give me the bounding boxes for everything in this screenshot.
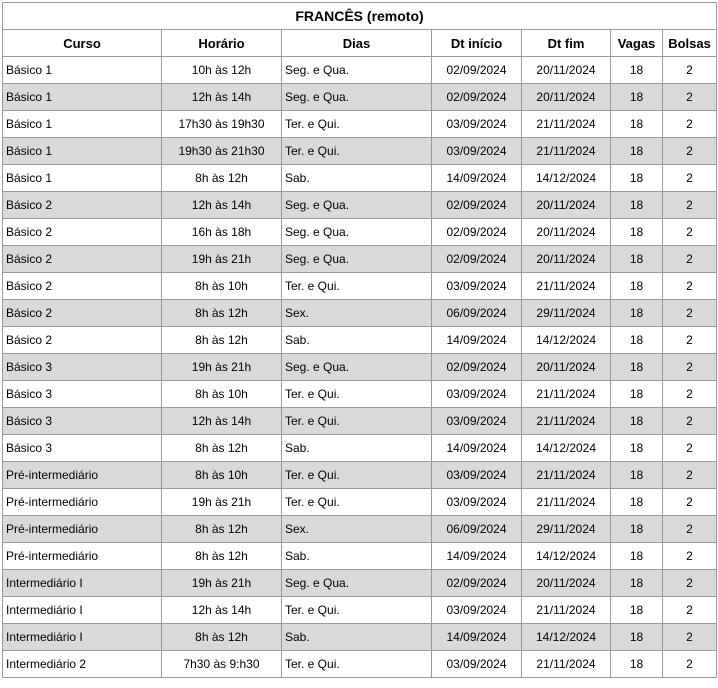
bolsas-cell: 2 [663, 597, 717, 624]
curso-cell: Básico 1 [3, 84, 162, 111]
dt-fim-cell: 21/11/2024 [522, 138, 611, 165]
vagas-cell: 18 [611, 219, 663, 246]
horario-cell: 8h às 12h [162, 435, 282, 462]
bolsas-cell: 2 [663, 354, 717, 381]
curso-cell: Básico 3 [3, 408, 162, 435]
dias-cell: Seg. e Qua. [282, 219, 432, 246]
bolsas-cell: 2 [663, 570, 717, 597]
dt-inicio-cell: 14/09/2024 [432, 165, 522, 192]
curso-cell: Básico 1 [3, 138, 162, 165]
title-row [3, 3, 717, 30]
dt-fim-cell: 21/11/2024 [522, 111, 611, 138]
vagas-cell: 18 [611, 300, 663, 327]
dt-fim-cell: 20/11/2024 [522, 246, 611, 273]
horario-cell: 8h às 10h [162, 381, 282, 408]
table-row [3, 651, 717, 678]
vagas-cell: 18 [611, 327, 663, 354]
vagas-cell: 18 [611, 111, 663, 138]
header-vagas: Vagas [611, 30, 663, 57]
horario-cell: 8h às 12h [162, 300, 282, 327]
curso-cell: Intermediário 2 [3, 651, 162, 678]
header-curso: Curso [3, 30, 162, 57]
dt-fim-cell: 21/11/2024 [522, 381, 611, 408]
dt-fim-cell: 14/12/2024 [522, 435, 611, 462]
vagas-cell: 18 [611, 408, 663, 435]
dt-inicio-cell: 14/09/2024 [432, 624, 522, 651]
dias-cell: Sab. [282, 435, 432, 462]
dt-fim-cell: 14/12/2024 [522, 624, 611, 651]
dias-cell: Ter. e Qui. [282, 597, 432, 624]
horario-cell: 19h às 21h [162, 489, 282, 516]
curso-cell: Intermediário I [3, 597, 162, 624]
horario-cell: 8h às 10h [162, 462, 282, 489]
vagas-cell: 18 [611, 138, 663, 165]
dt-inicio-cell: 03/09/2024 [432, 111, 522, 138]
bolsas-cell: 2 [663, 651, 717, 678]
table-row [3, 300, 717, 327]
dias-cell: Seg. e Qua. [282, 570, 432, 597]
schedule-table [2, 2, 717, 678]
dt-fim-cell: 21/11/2024 [522, 597, 611, 624]
dt-inicio-cell: 14/09/2024 [432, 327, 522, 354]
dt-fim-cell: 21/11/2024 [522, 651, 611, 678]
dias-cell: Ter. e Qui. [282, 138, 432, 165]
dt-fim-cell: 14/12/2024 [522, 327, 611, 354]
dias-cell: Ter. e Qui. [282, 651, 432, 678]
curso-cell: Básico 3 [3, 354, 162, 381]
vagas-cell: 18 [611, 192, 663, 219]
horario-cell: 19h às 21h [162, 354, 282, 381]
dias-cell: Ter. e Qui. [282, 111, 432, 138]
vagas-cell: 18 [611, 489, 663, 516]
dt-fim-cell: 20/11/2024 [522, 192, 611, 219]
dt-fim-cell: 20/11/2024 [522, 219, 611, 246]
vagas-cell: 18 [611, 57, 663, 84]
horario-cell: 8h às 12h [162, 165, 282, 192]
dt-inicio-cell: 02/09/2024 [432, 57, 522, 84]
table-title: FRANCÊS (remoto) [3, 3, 717, 30]
dias-cell: Sab. [282, 543, 432, 570]
dt-fim-cell: 21/11/2024 [522, 273, 611, 300]
table-row [3, 138, 717, 165]
bolsas-cell: 2 [663, 192, 717, 219]
bolsas-cell: 2 [663, 543, 717, 570]
dias-cell: Sab. [282, 165, 432, 192]
header-horario: Horário [162, 30, 282, 57]
dias-cell: Ter. e Qui. [282, 273, 432, 300]
table-row [3, 408, 717, 435]
dt-fim-cell: 20/11/2024 [522, 84, 611, 111]
horario-cell: 19h às 21h [162, 570, 282, 597]
dt-fim-cell: 14/12/2024 [522, 543, 611, 570]
vagas-cell: 18 [611, 570, 663, 597]
dias-cell: Seg. e Qua. [282, 57, 432, 84]
vagas-cell: 18 [611, 516, 663, 543]
dt-inicio-cell: 03/09/2024 [432, 489, 522, 516]
dt-inicio-cell: 03/09/2024 [432, 597, 522, 624]
dias-cell: Ter. e Qui. [282, 408, 432, 435]
horario-cell: 12h às 14h [162, 408, 282, 435]
vagas-cell: 18 [611, 543, 663, 570]
table-row [3, 624, 717, 651]
curso-cell: Básico 2 [3, 246, 162, 273]
bolsas-cell: 2 [663, 84, 717, 111]
table-row [3, 273, 717, 300]
dt-fim-cell: 29/11/2024 [522, 300, 611, 327]
curso-cell: Básico 3 [3, 435, 162, 462]
curso-cell: Básico 1 [3, 165, 162, 192]
horario-cell: 12h às 14h [162, 597, 282, 624]
table-row [3, 462, 717, 489]
horario-cell: 19h30 às 21h30 [162, 138, 282, 165]
bolsas-cell: 2 [663, 462, 717, 489]
dias-cell: Sab. [282, 624, 432, 651]
table-row [3, 597, 717, 624]
table-row [3, 435, 717, 462]
curso-cell: Pré-intermediário [3, 516, 162, 543]
horario-cell: 8h às 12h [162, 327, 282, 354]
horario-cell: 8h às 10h [162, 273, 282, 300]
curso-cell: Básico 2 [3, 192, 162, 219]
table-row [3, 165, 717, 192]
vagas-cell: 18 [611, 354, 663, 381]
vagas-cell: 18 [611, 381, 663, 408]
horario-cell: 8h às 12h [162, 516, 282, 543]
table-row [3, 192, 717, 219]
dias-cell: Ter. e Qui. [282, 462, 432, 489]
bolsas-cell: 2 [663, 624, 717, 651]
dt-inicio-cell: 02/09/2024 [432, 570, 522, 597]
bolsas-cell: 2 [663, 111, 717, 138]
table-row [3, 354, 717, 381]
horario-cell: 12h às 14h [162, 84, 282, 111]
dt-inicio-cell: 02/09/2024 [432, 354, 522, 381]
dt-inicio-cell: 06/09/2024 [432, 516, 522, 543]
bolsas-cell: 2 [663, 57, 717, 84]
table-row [3, 570, 717, 597]
dias-cell: Ter. e Qui. [282, 489, 432, 516]
bolsas-cell: 2 [663, 246, 717, 273]
dt-fim-cell: 20/11/2024 [522, 57, 611, 84]
horario-cell: 17h30 às 19h30 [162, 111, 282, 138]
horario-cell: 16h às 18h [162, 219, 282, 246]
table-row [3, 516, 717, 543]
vagas-cell: 18 [611, 246, 663, 273]
dt-fim-cell: 14/12/2024 [522, 165, 611, 192]
bolsas-cell: 2 [663, 165, 717, 192]
header-dt-fim: Dt fim [522, 30, 611, 57]
header-bolsas: Bolsas [663, 30, 717, 57]
table-row [3, 57, 717, 84]
vagas-cell: 18 [611, 597, 663, 624]
dias-cell: Seg. e Qua. [282, 84, 432, 111]
dt-fim-cell: 21/11/2024 [522, 462, 611, 489]
curso-cell: Básico 1 [3, 111, 162, 138]
dt-fim-cell: 20/11/2024 [522, 354, 611, 381]
dt-fim-cell: 29/11/2024 [522, 516, 611, 543]
bolsas-cell: 2 [663, 408, 717, 435]
horario-cell: 8h às 12h [162, 543, 282, 570]
table-row [3, 381, 717, 408]
vagas-cell: 18 [611, 435, 663, 462]
dt-fim-cell: 21/11/2024 [522, 408, 611, 435]
curso-cell: Básico 2 [3, 273, 162, 300]
table-row [3, 489, 717, 516]
curso-cell: Pré-intermediário [3, 543, 162, 570]
curso-cell: Intermediário I [3, 624, 162, 651]
bolsas-cell: 2 [663, 327, 717, 354]
curso-cell: Básico 2 [3, 300, 162, 327]
vagas-cell: 18 [611, 624, 663, 651]
curso-cell: Básico 3 [3, 381, 162, 408]
dt-inicio-cell: 03/09/2024 [432, 408, 522, 435]
horario-cell: 19h às 21h [162, 246, 282, 273]
dias-cell: Seg. e Qua. [282, 354, 432, 381]
dt-inicio-cell: 14/09/2024 [432, 435, 522, 462]
curso-cell: Básico 2 [3, 327, 162, 354]
bolsas-cell: 2 [663, 381, 717, 408]
dt-inicio-cell: 02/09/2024 [432, 219, 522, 246]
bolsas-cell: 2 [663, 489, 717, 516]
table-row [3, 111, 717, 138]
vagas-cell: 18 [611, 651, 663, 678]
curso-cell: Básico 2 [3, 219, 162, 246]
horario-cell: 7h30 às 9:h30 [162, 651, 282, 678]
header-dt-inicio: Dt início [432, 30, 522, 57]
vagas-cell: 18 [611, 165, 663, 192]
curso-cell: Intermediário I [3, 570, 162, 597]
dias-cell: Sex. [282, 516, 432, 543]
bolsas-cell: 2 [663, 300, 717, 327]
table-row [3, 246, 717, 273]
dt-inicio-cell: 03/09/2024 [432, 273, 522, 300]
dt-fim-cell: 20/11/2024 [522, 570, 611, 597]
bolsas-cell: 2 [663, 516, 717, 543]
vagas-cell: 18 [611, 462, 663, 489]
dias-cell: Sab. [282, 327, 432, 354]
dt-inicio-cell: 02/09/2024 [432, 84, 522, 111]
dt-inicio-cell: 02/09/2024 [432, 246, 522, 273]
table-row [3, 543, 717, 570]
table-row [3, 84, 717, 111]
dt-inicio-cell: 06/09/2024 [432, 300, 522, 327]
curso-cell: Pré-intermediário [3, 462, 162, 489]
vagas-cell: 18 [611, 273, 663, 300]
horario-cell: 10h às 12h [162, 57, 282, 84]
horario-cell: 12h às 14h [162, 192, 282, 219]
dias-cell: Sex. [282, 300, 432, 327]
horario-cell: 8h às 12h [162, 624, 282, 651]
schedule-table-container [2, 2, 716, 678]
table-body [3, 57, 717, 678]
table-row [3, 219, 717, 246]
header-row [3, 30, 717, 57]
dias-cell: Ter. e Qui. [282, 381, 432, 408]
dt-inicio-cell: 02/09/2024 [432, 192, 522, 219]
dt-fim-cell: 21/11/2024 [522, 489, 611, 516]
header-dias: Dias [282, 30, 432, 57]
bolsas-cell: 2 [663, 435, 717, 462]
curso-cell: Pré-intermediário [3, 489, 162, 516]
dt-inicio-cell: 14/09/2024 [432, 543, 522, 570]
dt-inicio-cell: 03/09/2024 [432, 381, 522, 408]
bolsas-cell: 2 [663, 273, 717, 300]
bolsas-cell: 2 [663, 138, 717, 165]
bolsas-cell: 2 [663, 219, 717, 246]
dias-cell: Seg. e Qua. [282, 246, 432, 273]
vagas-cell: 18 [611, 84, 663, 111]
dt-inicio-cell: 03/09/2024 [432, 138, 522, 165]
dt-inicio-cell: 03/09/2024 [432, 651, 522, 678]
table-row [3, 327, 717, 354]
curso-cell: Básico 1 [3, 57, 162, 84]
dt-inicio-cell: 03/09/2024 [432, 462, 522, 489]
dias-cell: Seg. e Qua. [282, 192, 432, 219]
